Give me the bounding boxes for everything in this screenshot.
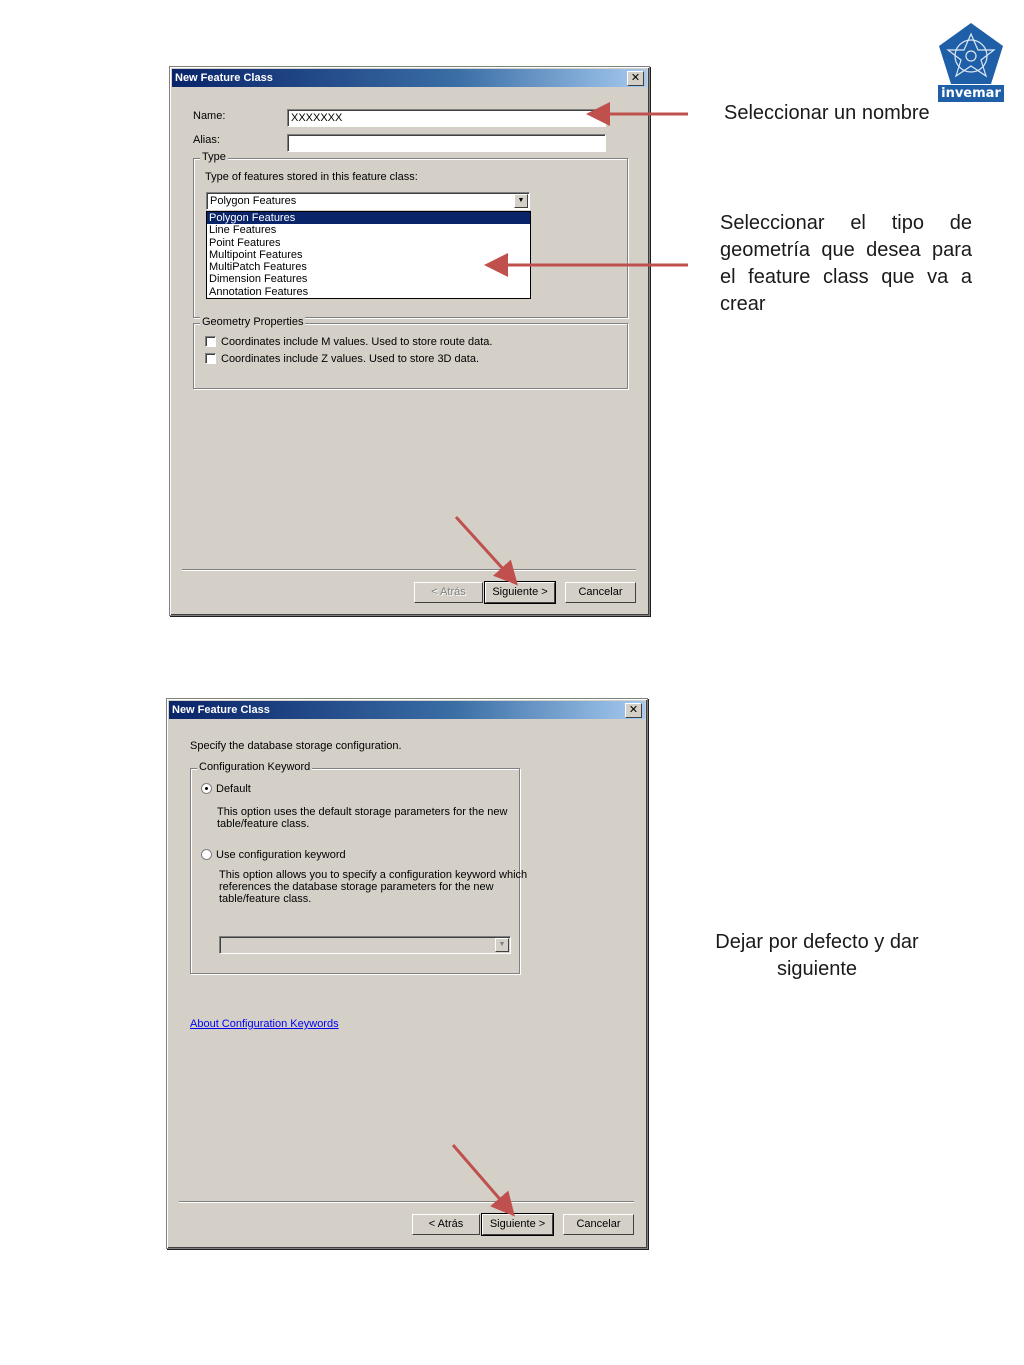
type-group: [193, 151, 628, 318]
feature-type-option-line[interactable]: Line Features: [209, 224, 277, 237]
default-option-description-line-2: table/feature class.: [217, 818, 310, 830]
name-annotation: Seleccionar un nombre: [724, 102, 930, 124]
type-annotation-line-3: el feature class que va a: [720, 266, 972, 288]
z-values-checkbox[interactable]: [205, 353, 216, 364]
type-annotation-line-1: Seleccionar el tipo de: [720, 212, 972, 234]
cancel-button[interactable]: Cancelar: [563, 1214, 634, 1235]
use-keyword-description-line-1: This option allows you to specify a configuration keyword which: [219, 869, 528, 881]
alias-input[interactable]: [287, 134, 606, 152]
configuration-keyword-legend: Configuration Keyword: [199, 761, 311, 773]
use-keyword-description-line-3: table/feature class.: [219, 893, 312, 905]
use-keyword-option-label: Use configuration keyword: [216, 849, 346, 861]
close-icon: ✕: [630, 72, 641, 84]
feature-type-option-dimension[interactable]: Dimension Features: [209, 273, 308, 286]
back-button[interactable]: < Atrás: [412, 1214, 480, 1235]
cancel-button[interactable]: Cancelar: [565, 582, 636, 603]
feature-type-dropdown-list: [206, 211, 531, 299]
m-values-label: Coordinates include M values. Used to store route data.: [221, 336, 493, 348]
storage-intro-text: Specify the database storage configuration.: [190, 740, 402, 752]
name-label: Name:: [193, 110, 226, 122]
feature-type-option-multipatch[interactable]: MultiPatch Features: [209, 261, 307, 274]
use-keyword-radio[interactable]: [201, 849, 212, 860]
invemar-logo: [936, 20, 1006, 104]
dialog-2-title: New Feature Class: [172, 704, 270, 716]
feature-type-option-annotation[interactable]: Annotation Features: [209, 285, 309, 298]
dialog-2-button-separator: [179, 1201, 634, 1203]
m-values-checkbox[interactable]: [205, 336, 216, 347]
next-button[interactable]: Siguiente >: [485, 582, 555, 603]
alias-label: Alias:: [193, 134, 220, 146]
close-icon: ✕: [628, 704, 639, 716]
next-button[interactable]: Siguiente >: [482, 1214, 553, 1235]
name-input[interactable]: XXXXXXX: [287, 109, 606, 127]
z-values-label: Coordinates include Z values. Used to store 3D data.: [221, 353, 480, 365]
use-keyword-description-line-2: references the database storage parameters for the new: [219, 881, 494, 893]
dialog-1-title: New Feature Class: [175, 72, 273, 84]
default-radio[interactable]: [201, 783, 212, 794]
feature-type-option-multipoint[interactable]: Multipoint Features: [209, 248, 303, 261]
feature-type-option-point[interactable]: Point Features: [209, 236, 281, 249]
invemar-logo-text: invemar: [938, 85, 1004, 102]
dialog-1-button-separator: [182, 569, 636, 571]
about-configuration-keywords-link[interactable]: About Configuration Keywords: [190, 1018, 339, 1030]
feature-type-option-polygon[interactable]: Polygon Features: [207, 212, 530, 224]
dialog-2-close-button[interactable]: [625, 703, 642, 718]
dialog-1-titlebar[interactable]: [172, 69, 647, 87]
new-feature-class-dialog-1: [169, 66, 650, 616]
chevron-down-icon[interactable]: ▼: [514, 194, 528, 208]
type-group-legend: Type: [202, 151, 226, 163]
geometry-properties-legend: Geometry Properties: [202, 316, 304, 328]
configuration-keyword-select[interactable]: [219, 936, 511, 954]
dialog-1-close-button[interactable]: [627, 71, 644, 86]
feature-type-select[interactable]: [206, 192, 530, 210]
default-annotation: [700, 929, 934, 983]
default-annotation-line-2: siguiente: [776, 958, 858, 980]
feature-type-selected-value: Polygon Features: [210, 195, 297, 207]
invemar-pentagon-logo-icon: [936, 20, 1006, 90]
type-annotation-line-2: geometría que desea para: [720, 239, 972, 261]
default-annotation-line-1: Dejar por defecto y dar: [715, 931, 919, 953]
configuration-keyword-group: [190, 761, 528, 974]
type-hint: Type of features stored in this feature class:: [205, 171, 418, 183]
dialog-2-titlebar[interactable]: [169, 701, 645, 719]
back-button[interactable]: < Atrás: [414, 582, 483, 603]
default-option-label: Default: [216, 783, 251, 795]
type-annotation: [720, 210, 972, 318]
type-annotation-line-4: crear: [720, 293, 766, 315]
default-option-description-line-1: This option uses the default storage parameters for the new: [217, 806, 508, 818]
chevron-down-icon[interactable]: ▼: [495, 938, 509, 952]
geometry-properties-group: [193, 316, 628, 389]
new-feature-class-dialog-2: [166, 698, 648, 1249]
